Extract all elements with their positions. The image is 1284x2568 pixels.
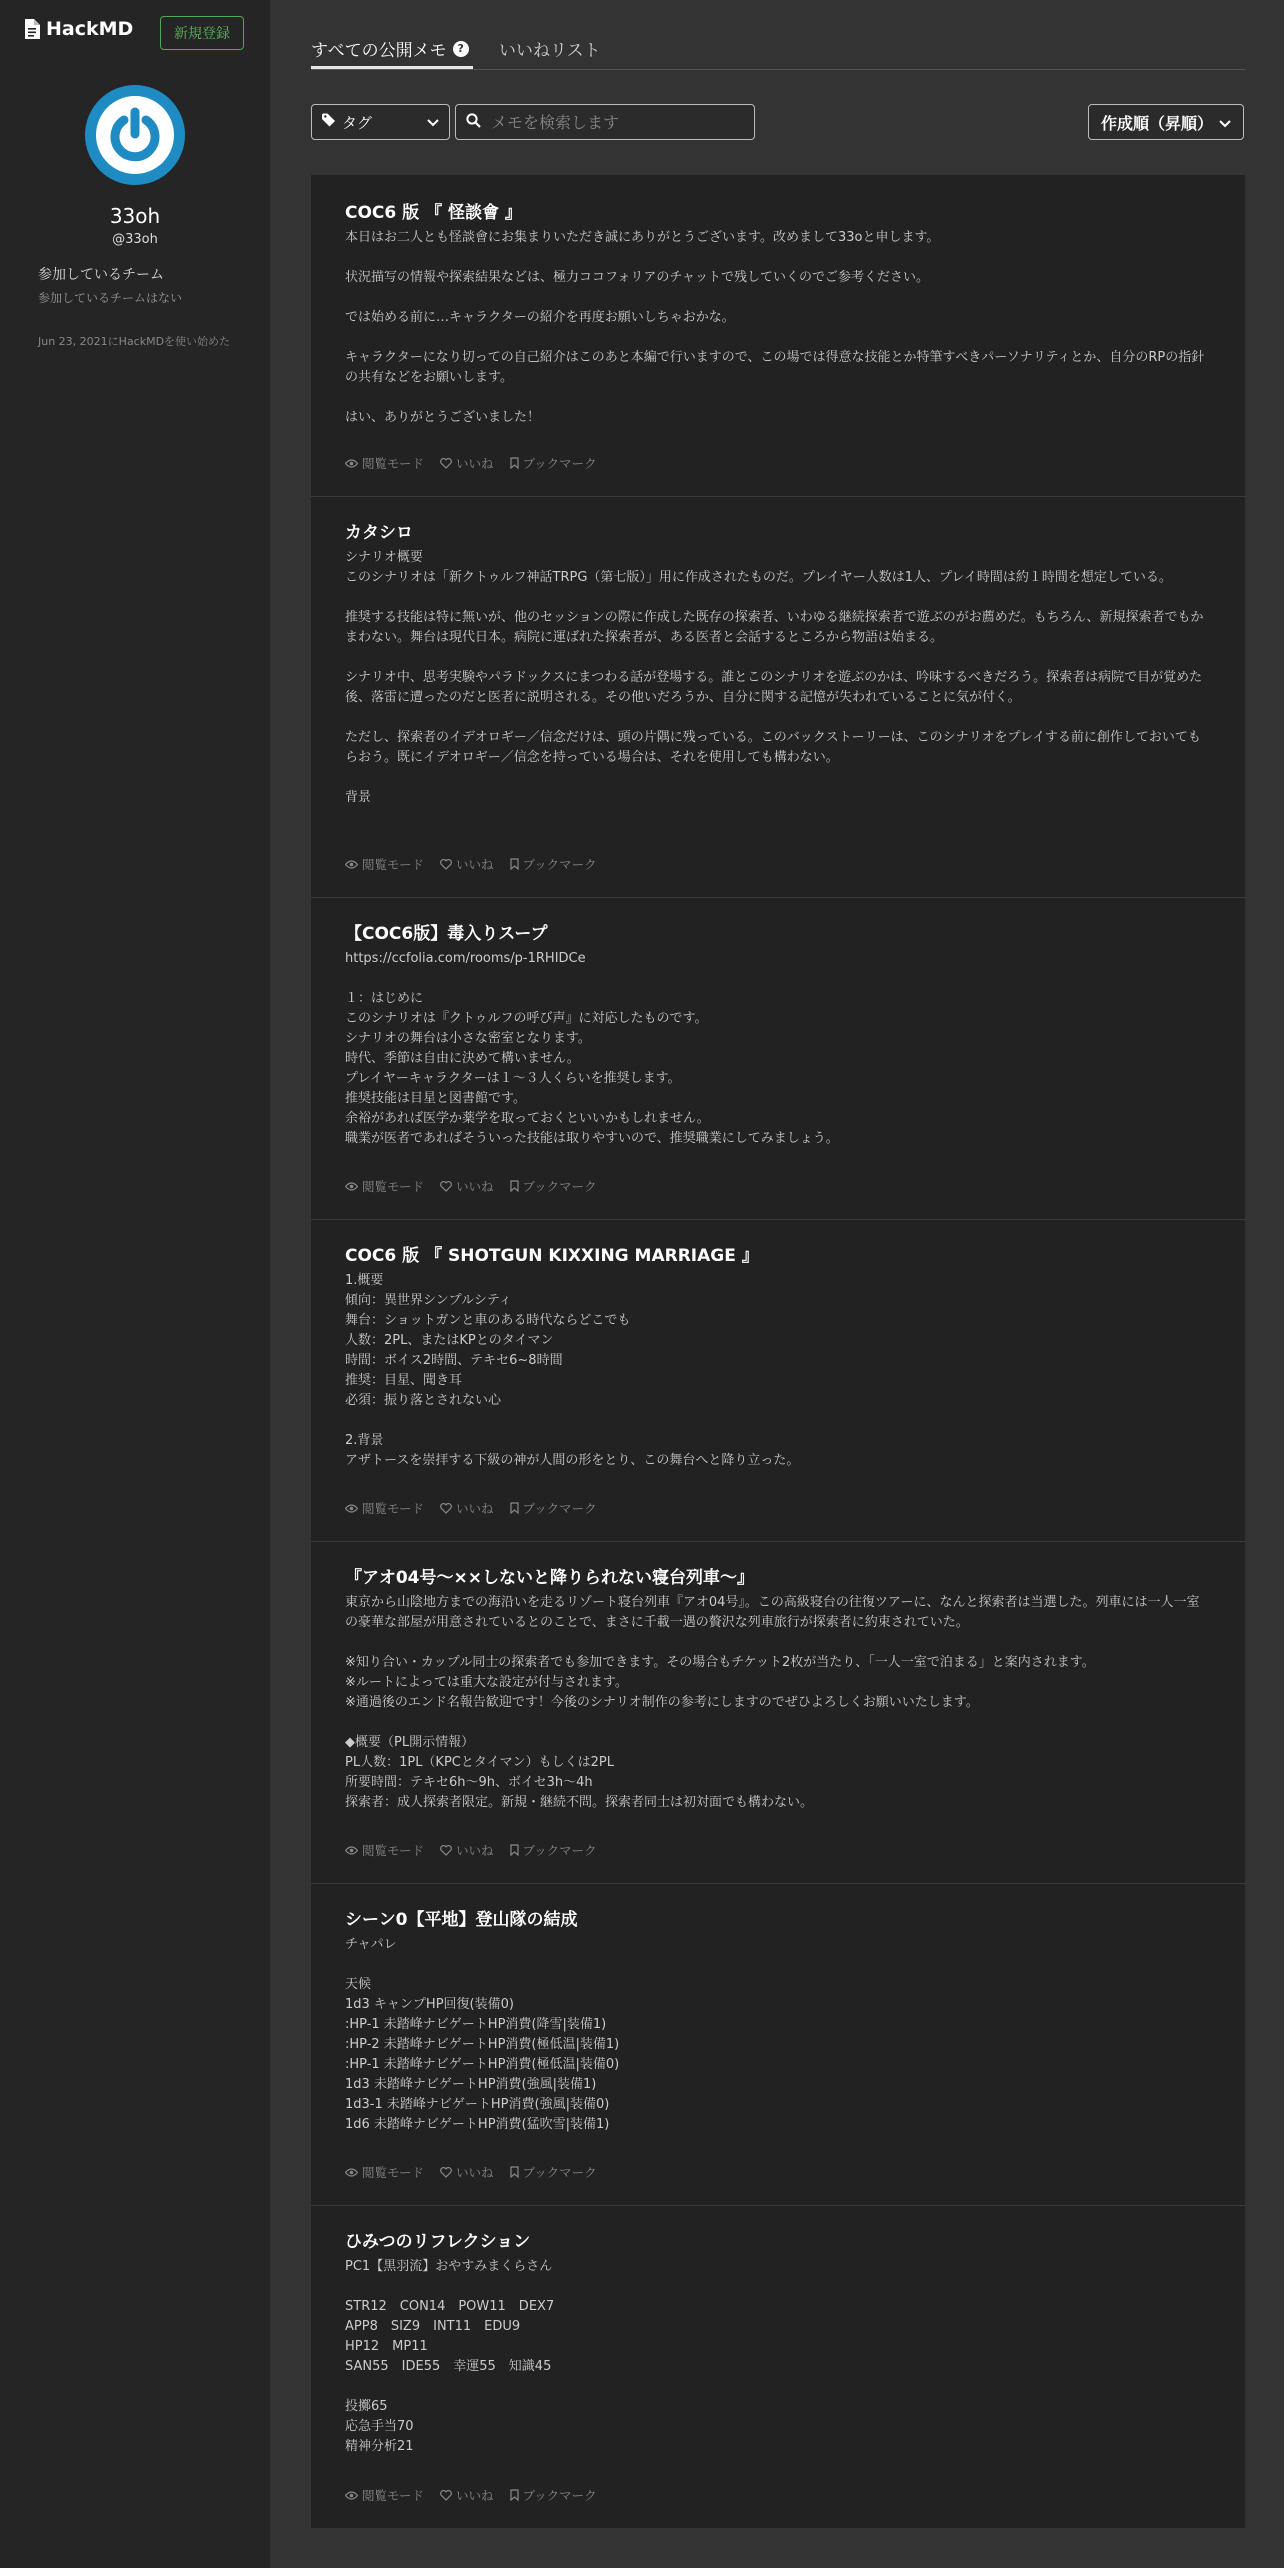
chevron-down-icon xyxy=(1219,113,1231,132)
note-actions xyxy=(345,1499,597,1517)
note-card[interactable] xyxy=(311,175,1245,497)
document-icon xyxy=(24,19,40,39)
note-card[interactable] xyxy=(311,1220,1245,1542)
note-title[interactable]: COC6 版 『 SHOTGUN KIXXING MARRIAGE 』 xyxy=(345,1246,759,1266)
bookmark-button[interactable]: ブックマーク xyxy=(510,1177,597,1195)
bookmark-button[interactable]: ブックマーク xyxy=(510,1499,597,1517)
heart-icon xyxy=(440,1845,452,1856)
note-excerpt: PC1【黒羽流】おやすみまくらさん STR12 CON14 POW11 DEX7 APP8 SIZ9 INT11 EDU9 HP12 MP11 SAN55 IDE55 幸運55 知識45 投擲65 応急手当70 精神分析21 xyxy=(345,2259,555,2454)
user-name: 33oh xyxy=(109,204,161,228)
note-actions xyxy=(345,1177,597,1195)
help-icon[interactable]: ? xyxy=(453,41,469,57)
bookmark-button[interactable]: ブックマーク xyxy=(510,454,597,472)
bookmark-button[interactable]: ブックマーク xyxy=(510,2163,597,2181)
tab-liked-list[interactable]: いいねリスト xyxy=(499,41,601,61)
like-button[interactable]: いいね xyxy=(440,1499,494,1517)
note-actions xyxy=(345,1841,597,1859)
note-title[interactable]: ひみつのリフレクション xyxy=(345,2232,531,2252)
note-title[interactable]: カタシロ xyxy=(345,523,413,543)
note-tabs xyxy=(311,30,1245,70)
tab-all-public-notes[interactable] xyxy=(311,36,469,61)
note-excerpt: 東京から山陰地方までの海沿いを走るリゾート寝台列車『アオ04号』。この高級寝台の往復ツアーに、なんと探索者は当選した。列車には一人一室の豪華な部屋が用意されているとのことで、まさに千載一遇の贅沢な列車旅行が探索者に約束されていた。 ※知り合い・カップル同士の探索者でも参加できます。その場合もチケット2枚が当たり、「一人一室で泊まる」と案内されます。 ※ルートによっては重大な設定が付与されます。 ※通過後のエンド名報告歓迎です！今後のシナリオ制作の参考にしますのでぜひよろしくお願いいたします。 ◆概要（PL開示情報） PL人数：1PL（KPCとタイマン）もしくは2PL 所要時間：テキセ6h～9h、ボイセ3h～4h 探索者：成人探索者限定。新規・継続不問。探索者同士は初対面でも構わない。 xyxy=(345,1595,1200,1810)
sort-label: 作成順（昇順） xyxy=(1101,113,1214,133)
sidebar xyxy=(0,0,270,2568)
bookmark-button[interactable]: ブックマーク xyxy=(510,1841,597,1859)
note-actions xyxy=(345,2486,597,2504)
eye-icon xyxy=(345,1504,358,1513)
brand-name: HackMD xyxy=(46,18,134,40)
like-button[interactable]: いいね xyxy=(440,2163,494,2181)
like-button[interactable]: いいね xyxy=(440,2486,494,2504)
note-actions xyxy=(345,454,597,472)
note-card[interactable] xyxy=(311,898,1245,1220)
eye-icon xyxy=(345,1846,358,1855)
view-mode-link[interactable]: 閲覧モード xyxy=(345,2163,424,2181)
sort-dropdown[interactable] xyxy=(1088,104,1244,140)
tag-icon xyxy=(322,113,336,131)
view-mode-link[interactable]: 閲覧モード xyxy=(345,2486,424,2504)
heart-icon xyxy=(440,859,452,870)
bookmark-icon xyxy=(510,457,519,469)
note-excerpt: チャパレ 天候 1d3 キャンプHP回復(装備0) :HP-1 未踏峰ナビゲートHP消費(降雪|装備1) :HP-2 未踏峰ナビゲートHP消費(極低温|装備1) :HP-1 未踏峰ナビゲートHP消費(極低温|装備0) 1d3 未踏峰ナビゲートHP消費(強風|装備1) 1d3-1 未踏峰ナビゲートHP消費(強風|装備0) 1d6 未踏峰ナビゲートHP消費(猛吹雪|装備1) xyxy=(345,1937,620,2132)
note-title[interactable]: COC6 版 『 怪談會 』 xyxy=(345,203,522,223)
note-excerpt: シナリオ概要 このシナリオは「新クトゥルフ神話TRPG（第七版）」用に作成されたものだ。プレイヤー人数は1人、プレイ時間は約１時間を想定している。 推奨する技能は特に無いが、他のセッションの際に作成した既存の探索者、いわゆる継続探索者で遊ぶのがお薦めだ。もちろん、新規探索者でもかまわない。舞台は現代日本。病院に運ばれた探索者が、ある医者と会話するところから物語は始まる。 シナリオ中、思考実験やパラドックスにまつわる話が登場する。誰とこのシナリオを遊ぶのかは、吟味するべきだろう。探索者は病院で目が覚めた後、落雷に遭ったのだと医者に説明される。その他いだろうか、自分に関する記憶が失われていることに気が付く。 ただし、探索者のイデオロギー／信念だけは、頭の片隅に残っている。このバックストーリーは、このシナリオをプレイする前に創作しておいてもらおう。既にイデオロギー／信念を持っている場合は、それを使用しても構わない。 背景 xyxy=(345,550,1204,805)
signup-button[interactable]: 新規登録 xyxy=(160,16,244,50)
user-handle: @33oh xyxy=(112,232,158,247)
search-box xyxy=(455,104,755,140)
team-empty-text: 参加しているチームはない xyxy=(38,291,183,305)
bookmark-icon xyxy=(510,2166,519,2178)
power-icon xyxy=(96,96,174,174)
note-card[interactable] xyxy=(311,1542,1245,1884)
eye-icon xyxy=(345,459,358,468)
note-actions xyxy=(345,2163,597,2181)
eye-icon xyxy=(345,1182,358,1191)
note-excerpt: 1.概要 傾向：異世界シンプルシティ 舞台：ショットガンと車のある時代ならどこでも 人数：2PL、またはKPとのタイマン 時間：ボイス2時間、テキセ6~8時間 推奨：目星、聞き耳 必須：振り落とされない心 2.背景 アザトースを崇拝する下級の神が人間の形をとり、この舞台へと降り立った。 xyxy=(345,1273,800,1468)
note-excerpt: https://ccfolia.com/rooms/p-1RHIDCe １：はじめに このシナリオは『クトゥルフの呼び声』に対応したものです。 シナリオの舞台は小さな密室となります。 時代、季節は自由に決めて構いません。 プレイヤーキャラクターは１～３人くらいを推奨します。 推奨技能は目星と図書館です。 余裕があれば医学か薬学を取っておくといいかもしれません。 職業が医者であればそういった技能は取りやすいので、推奨職業にしてみましょう。 xyxy=(345,951,839,1146)
note-title[interactable]: 【COC6版】毒入りスープ xyxy=(345,924,548,944)
bookmark-icon xyxy=(510,2489,519,2501)
heart-icon xyxy=(440,458,452,469)
chevron-down-icon xyxy=(427,113,439,131)
like-button[interactable]: いいね xyxy=(440,1841,494,1859)
eye-icon xyxy=(345,2168,358,2177)
search-input[interactable] xyxy=(491,113,731,132)
note-actions xyxy=(345,855,597,873)
tab-all-label: すべての公開メモ xyxy=(311,41,447,61)
note-title[interactable]: 『アオ04号～××しないと降りられない寝台列車～』 xyxy=(345,1568,754,1588)
view-mode-link[interactable]: 閲覧モード xyxy=(345,855,424,873)
view-mode-link[interactable]: 閲覧モード xyxy=(345,1177,424,1195)
like-button[interactable]: いいね xyxy=(440,855,494,873)
note-excerpt: 本日はお二人とも怪談會にお集まりいただき誠にありがとうございます。改めまして33oと申します。 状況描写の情報や探索結果などは、極力ココフォリアのチャットで残していくのでご参考ください。 では始める前に…キャラクターの紹介を再度お願いしちゃおかな。 キャラクターになり切っての自己紹介はこのあと本編で行いますので、この場では得意な技能とか特筆すべきパーソナリティとか、自分のRPの指針の共有などをお願いします。 はい、ありがとうございました！ xyxy=(345,230,1205,425)
brand-logo[interactable] xyxy=(24,18,133,40)
search-icon xyxy=(466,113,481,132)
heart-icon xyxy=(440,1181,452,1192)
view-mode-link[interactable]: 閲覧モード xyxy=(345,1499,424,1517)
eye-icon xyxy=(345,860,358,869)
like-button[interactable]: いいね xyxy=(440,454,494,472)
note-title[interactable]: シーン0【平地】登山隊の結成 xyxy=(345,1910,578,1930)
like-button[interactable]: いいね xyxy=(440,1177,494,1195)
view-mode-link[interactable]: 閲覧モード xyxy=(345,454,424,472)
heart-icon xyxy=(440,1503,452,1514)
team-title: 参加しているチーム xyxy=(38,267,164,283)
bookmark-icon xyxy=(510,1180,519,1192)
heart-icon xyxy=(440,2167,452,2178)
note-card[interactable] xyxy=(311,2206,1245,2528)
avatar xyxy=(85,85,185,185)
bookmark-icon xyxy=(510,858,519,870)
member-since: Jun 23, 2021にHackMDを使い始めた xyxy=(38,335,231,348)
eye-icon xyxy=(345,2491,358,2500)
tag-filter-dropdown[interactable] xyxy=(311,104,450,140)
bookmark-button[interactable]: ブックマーク xyxy=(510,2486,597,2504)
bookmark-icon xyxy=(510,1502,519,1514)
note-card[interactable] xyxy=(311,1884,1245,2206)
heart-icon xyxy=(440,2490,452,2501)
bookmark-button[interactable]: ブックマーク xyxy=(510,855,597,873)
tag-filter-label: タグ xyxy=(342,113,373,132)
view-mode-link[interactable]: 閲覧モード xyxy=(345,1841,424,1859)
note-card[interactable] xyxy=(311,497,1245,898)
bookmark-icon xyxy=(510,1844,519,1856)
